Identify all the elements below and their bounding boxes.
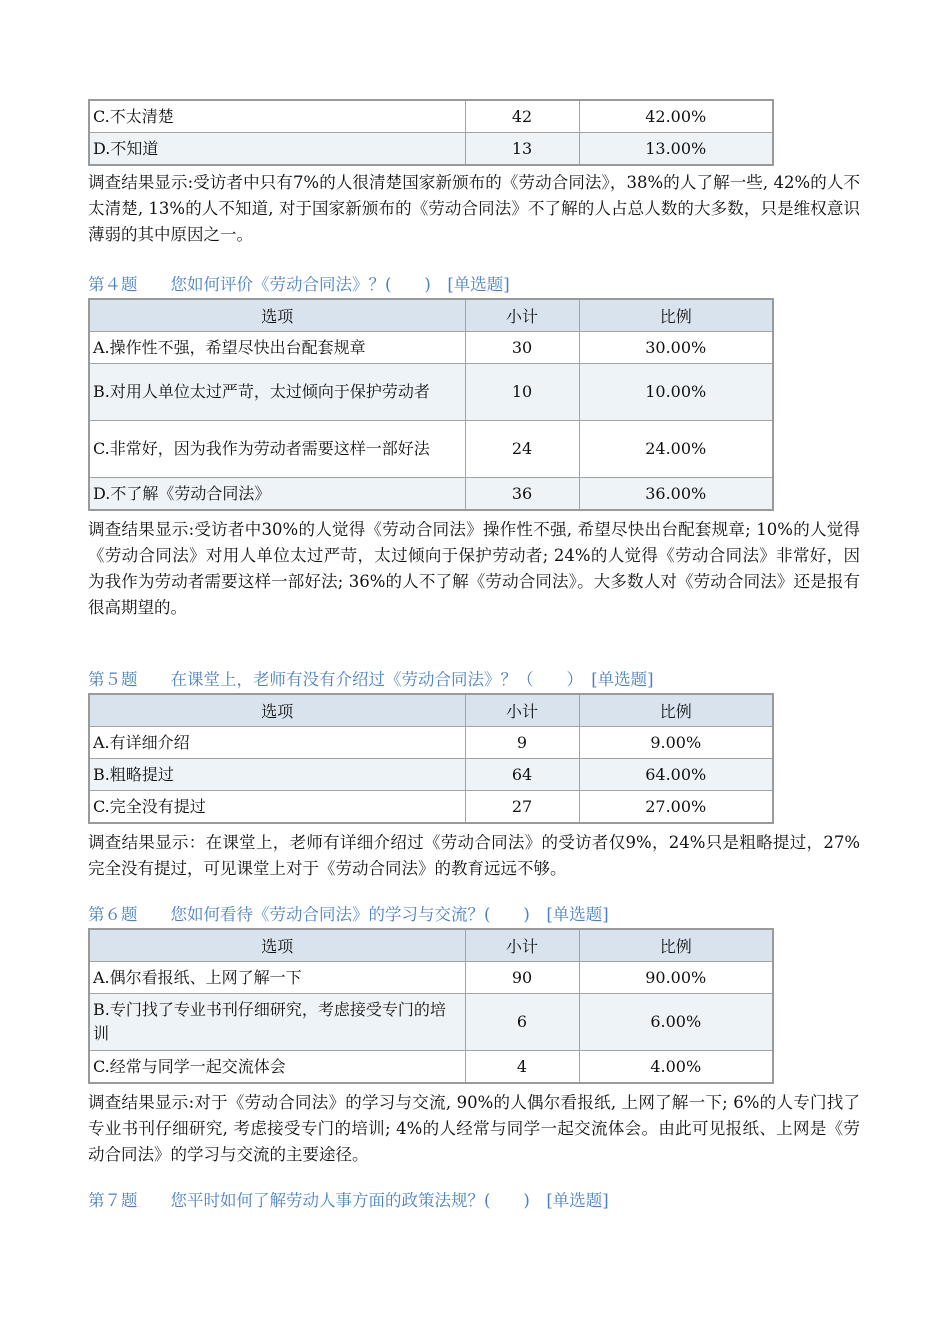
count-cell: 90 xyxy=(465,962,579,994)
ratio-cell: 6.00% xyxy=(579,994,773,1051)
table-header-row xyxy=(89,694,773,727)
header-count: 小计 xyxy=(465,299,579,332)
ratio-cell: 4.00% xyxy=(579,1051,773,1084)
ratio-cell: 42.00% xyxy=(579,100,773,133)
option-cell: C.不太清楚 xyxy=(89,100,465,133)
header-count: 小计 xyxy=(465,694,579,727)
header-option: 选项 xyxy=(89,299,465,332)
table-row xyxy=(89,759,773,791)
ratio-cell: 36.00% xyxy=(579,478,773,511)
header-option: 选项 xyxy=(89,929,465,962)
option-cell: C.非常好，因为我作为劳动者需要这样一部好法 xyxy=(89,421,465,478)
q5-conclusion: 调查结果显示：在课堂上，老师有详细介绍过《劳动合同法》的受访者仅9%，24%只是粗略提过，27%完全没有提过，可见课堂上对于《劳动合同法》的教育远远不够。 xyxy=(88,833,860,878)
option-cell: D.不知道 xyxy=(89,133,465,166)
ratio-cell: 27.00% xyxy=(579,791,773,824)
ratio-cell: 24.00% xyxy=(579,421,773,478)
q3-table xyxy=(88,99,774,166)
q5-title: 第５题 在课堂上，老师有没有介绍过《劳动合同法》？（ ） [单选题] xyxy=(88,670,654,689)
count-cell: 30 xyxy=(465,332,579,364)
ratio-cell: 9.00% xyxy=(579,727,773,759)
ratio-cell: 64.00% xyxy=(579,759,773,791)
option-cell: B.粗略提过 xyxy=(89,759,465,791)
count-cell: 24 xyxy=(465,421,579,478)
count-cell: 4 xyxy=(465,1051,579,1084)
ratio-cell: 10.00% xyxy=(579,364,773,421)
option-cell: B.对用人单位太过严苛，太过倾向于保护劳动者 xyxy=(89,364,465,421)
table-row xyxy=(89,364,773,421)
q6-title: 第６题 您如何看待《劳动合同法》的学习与交流？( ) [单选题] xyxy=(88,905,609,924)
header-ratio: 比例 xyxy=(579,299,773,332)
table-row xyxy=(89,332,773,364)
table-row xyxy=(89,1051,773,1084)
q4-title: 第４题 您如何评价《劳动合同法》？( ) [单选题] xyxy=(88,275,510,294)
header-ratio: 比例 xyxy=(579,929,773,962)
table-row xyxy=(89,100,773,133)
table-row xyxy=(89,994,773,1051)
table-row xyxy=(89,133,773,166)
count-cell: 10 xyxy=(465,364,579,421)
table-header-row xyxy=(89,299,773,332)
table-row xyxy=(89,791,773,824)
ratio-cell: 30.00% xyxy=(579,332,773,364)
header-option: 选项 xyxy=(89,694,465,727)
document-page xyxy=(88,99,860,1214)
q4-table xyxy=(88,298,774,511)
count-cell: 42 xyxy=(465,100,579,133)
option-cell: A.偶尔看报纸、上网了解一下 xyxy=(89,962,465,994)
q4-conclusion: 调查结果显示:受访者中30%的人觉得《劳动合同法》操作性不强, 希望尽快出台配套规章; 10%的人觉得《劳动合同法》对用人单位太过严苛，太过倾向于保护劳动者; 24%的人觉得《劳动合同法》非常好，因为我作为劳动者需要这样一部好法; 36%的人不了解《劳动合同法》。大多数人对《劳动合同法》还是报有很高期望的。 xyxy=(88,520,860,617)
q6-table xyxy=(88,928,774,1084)
option-cell: C.经常与同学一起交流体会 xyxy=(89,1051,465,1084)
option-cell: D.不了解《劳动合同法》 xyxy=(89,478,465,511)
header-count: 小计 xyxy=(465,929,579,962)
count-cell: 6 xyxy=(465,994,579,1051)
table-row xyxy=(89,478,773,511)
option-cell: A.操作性不强，希望尽快出台配套规章 xyxy=(89,332,465,364)
header-ratio: 比例 xyxy=(579,694,773,727)
q5-table xyxy=(88,693,774,824)
table-row xyxy=(89,421,773,478)
table-header-row xyxy=(89,929,773,962)
count-cell: 13 xyxy=(465,133,579,166)
count-cell: 64 xyxy=(465,759,579,791)
ratio-cell: 90.00% xyxy=(579,962,773,994)
option-cell: C.完全没有提过 xyxy=(89,791,465,824)
q6-conclusion: 调查结果显示:对于《劳动合同法》的学习与交流, 90%的人偶尔看报纸, 上网了解一下; 6%的人专门找了专业书刊仔细研究, 考虑接受专门的培训; 4%的人经常与同学一起交流体会。由此可见报纸、上网是《劳动合同法》的学习与交流的主要途径。 xyxy=(88,1093,860,1164)
count-cell: 27 xyxy=(465,791,579,824)
option-cell: B.专门找了专业书刊仔细研究，考虑接受专门的培训 xyxy=(89,994,465,1051)
option-cell: A.有详细介绍 xyxy=(89,727,465,759)
q3-conclusion: 调查结果显示:受访者中只有7%的人很清楚国家新颁布的《劳动合同法》，38%的人了解一些, 42%的人不太清楚, 13%的人不知道, 对于国家新颁布的《劳动合同法》不了解的人占总人数的大多数，只是维权意识薄弱的其中原因之一。 xyxy=(88,173,860,244)
table-row xyxy=(89,962,773,994)
q7-title: 第７题 您平时如何了解劳动人事方面的政策法规？( ) [单选题] xyxy=(88,1191,609,1210)
count-cell: 36 xyxy=(465,478,579,511)
table-row xyxy=(89,727,773,759)
count-cell: 9 xyxy=(465,727,579,759)
ratio-cell: 13.00% xyxy=(579,133,773,166)
